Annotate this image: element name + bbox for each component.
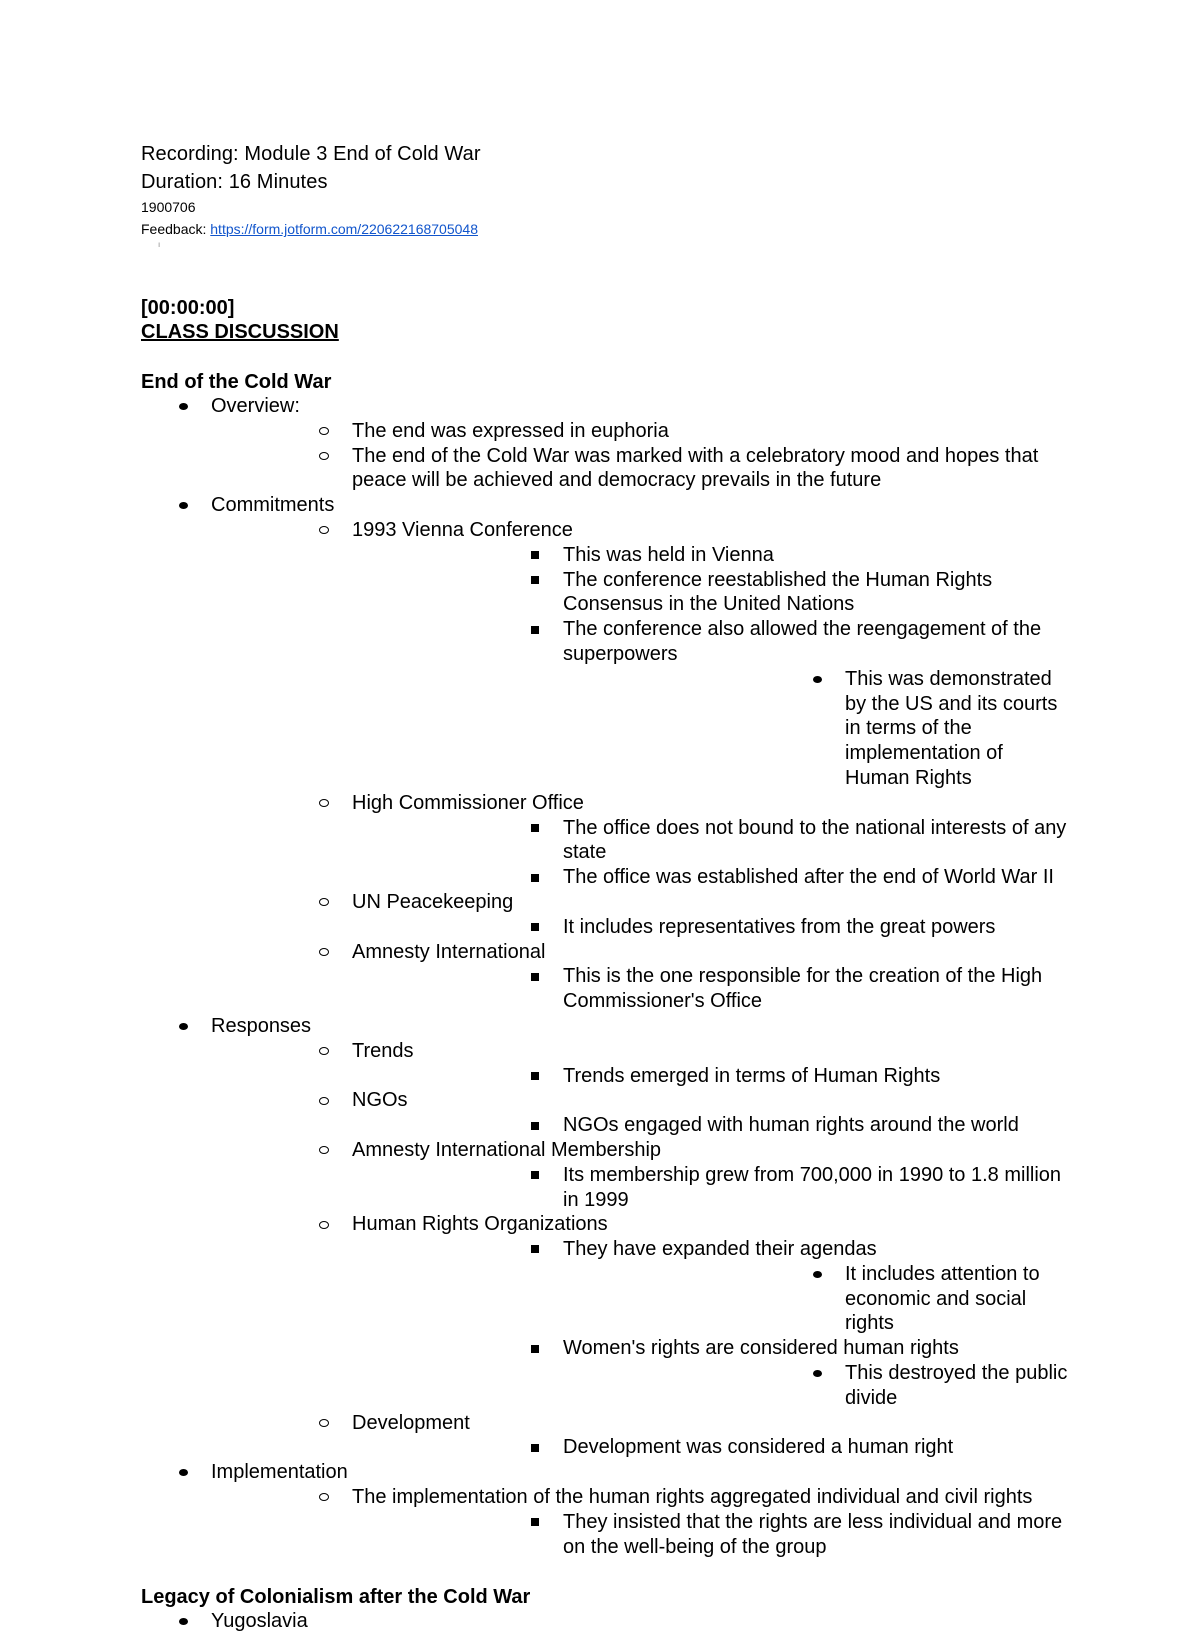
bullet-circle-icon	[317, 791, 331, 816]
list-item-text: NGOs	[352, 1089, 408, 1112]
bullet-square-icon	[528, 1064, 542, 1089]
section-spacer	[141, 344, 1071, 370]
outline-level-3	[352, 915, 1071, 940]
list-item	[352, 1163, 1071, 1213]
list-item	[352, 543, 1071, 568]
bullet-square-icon	[528, 1510, 542, 1535]
bullet-dot-icon	[176, 1460, 190, 1485]
bullet-circle-icon	[317, 1485, 331, 1510]
outline-level-3	[352, 1237, 1071, 1411]
list-item-text: They insisted that the rights are less individual and more on the well-being of the group	[563, 1510, 1063, 1558]
outline-level-2	[211, 1485, 1071, 1559]
list-item	[352, 617, 1071, 791]
list-item-text: This destroyed the public divide	[845, 1362, 1068, 1409]
outline-level-4	[563, 1262, 1071, 1336]
list-item-text: Amnesty International	[352, 940, 546, 963]
class-discussion-heading: CLASS DISCUSSION	[141, 321, 339, 343]
list-item-text: Development	[352, 1411, 470, 1434]
list-item-text: High Commissioner Office	[352, 791, 584, 814]
list-item-text: Its membership grew from 700,000 in 1990 to 1.8 million in 1999	[563, 1163, 1062, 1211]
outline-level-3	[352, 1064, 1071, 1089]
stray-mark: ı	[158, 240, 161, 249]
outline-level-3	[352, 1113, 1071, 1138]
document-page	[141, 140, 1071, 1634]
bullet-square-icon	[528, 1435, 542, 1460]
list-item	[211, 1411, 1071, 1461]
list-item	[211, 1138, 1071, 1212]
list-item-text: This was demonstrated by the US and its courts in terms of the implementation of Human Rights	[845, 667, 1058, 789]
bullet-dot-icon	[176, 1609, 190, 1634]
bullet-square-icon	[528, 1163, 542, 1188]
list-item-text: It includes attention to economic and social rights	[845, 1262, 1040, 1335]
bullet-dot-icon	[810, 667, 824, 692]
list-item-text: The implementation of the human rights aggregated individual and civil rights	[352, 1486, 1033, 1509]
list-item	[211, 1039, 1071, 1089]
bullet-circle-icon	[317, 1212, 331, 1237]
list-item-text: They have expanded their agendas	[563, 1238, 877, 1261]
section-spacer	[141, 1559, 1071, 1585]
list-item-text: Trends emerged in terms of Human Rights	[563, 1064, 941, 1087]
timestamp: [00:00:00]	[141, 297, 235, 319]
outline-level-1	[141, 394, 1071, 1559]
list-item-text: This is the one responsible for the creation of the High Commissioner's Office	[563, 965, 1043, 1013]
outline-level-4	[563, 1361, 1071, 1411]
list-item	[141, 394, 1071, 493]
list-item	[352, 1336, 1071, 1410]
list-item-text: Commitments	[211, 494, 335, 517]
feedback-line	[141, 218, 1071, 240]
list-item-text: UN Peacekeeping	[352, 890, 514, 913]
list-item-text: Trends	[352, 1039, 414, 1062]
bullet-circle-icon	[317, 444, 331, 469]
outline-level-1	[141, 1609, 1071, 1634]
list-item	[141, 493, 1071, 1014]
list-item-text: Overview:	[211, 395, 300, 417]
feedback-label: Feedback:	[141, 221, 211, 237]
list-item	[211, 518, 1071, 791]
list-item	[352, 1113, 1071, 1138]
list-item	[352, 568, 1071, 618]
list-item	[352, 865, 1071, 890]
list-item	[563, 1262, 1071, 1336]
duration-text: Duration: 16 Minutes	[141, 171, 328, 193]
list-item-text: Yugoslavia	[211, 1610, 308, 1633]
list-item-text: It includes representatives from the great powers	[563, 915, 996, 938]
list-item	[563, 1361, 1071, 1411]
outline-level-3	[352, 543, 1071, 791]
list-item-text: Amnesty International Membership	[352, 1138, 662, 1161]
bullet-circle-icon	[317, 1039, 331, 1064]
bullet-dot-icon	[176, 493, 190, 518]
bullet-square-icon	[528, 543, 542, 568]
outline-level-3	[352, 964, 1071, 1014]
section-heading: End of the Cold War	[141, 371, 332, 393]
list-item	[211, 1212, 1071, 1410]
outline-level-3	[352, 1435, 1071, 1460]
list-item	[211, 791, 1071, 890]
list-item-text: NGOs engaged with human rights around the world	[563, 1114, 1019, 1137]
outline-level-3	[352, 1163, 1071, 1213]
list-item	[211, 1485, 1071, 1559]
list-item	[211, 890, 1071, 940]
list-item	[211, 940, 1071, 1014]
outline-level-3	[352, 1510, 1071, 1560]
bullet-square-icon	[528, 964, 542, 989]
list-item-text: The office was established after the end of World War II	[563, 866, 1054, 889]
bullet-circle-icon	[317, 1088, 331, 1113]
list-item	[352, 964, 1071, 1014]
list-item	[211, 444, 1071, 494]
list-item-text: The end of the Cold War was marked with a celebratory mood and hopes that peace will be achieved and democracy prevails in the future	[352, 444, 1039, 492]
bullet-circle-icon	[317, 518, 331, 543]
bullet-square-icon	[528, 1336, 542, 1361]
bullet-square-icon	[528, 1237, 542, 1262]
outline-level-2	[211, 1039, 1071, 1461]
bullet-circle-icon	[317, 419, 331, 444]
list-item	[141, 1609, 1071, 1634]
outline-level-2	[211, 419, 1071, 493]
outline-level-3	[352, 816, 1071, 890]
bullet-square-icon	[528, 816, 542, 841]
list-item-text: The conference also allowed the reengagement of the superpowers	[563, 618, 1042, 665]
list-item	[141, 1460, 1071, 1559]
outline-level-4	[563, 667, 1071, 791]
list-item	[141, 1014, 1071, 1460]
feedback-link[interactable]: https://form.jotform.com/220622168705048	[210, 221, 478, 237]
list-item	[211, 1088, 1071, 1138]
list-item	[211, 419, 1071, 444]
list-item	[352, 816, 1071, 866]
list-item-text: 1993 Vienna Conference	[352, 518, 573, 541]
bullet-circle-icon	[317, 940, 331, 965]
list-item-text: Development was considered a human right	[563, 1436, 954, 1459]
section-heading: Legacy of Colonialism after the Cold War	[141, 1586, 531, 1609]
bullet-dot-icon	[810, 1262, 824, 1287]
bullet-square-icon	[528, 865, 542, 890]
list-item-text: Women's rights are considered human rights	[563, 1337, 959, 1360]
notes-outline	[141, 370, 1071, 1634]
list-item	[352, 1435, 1071, 1460]
bullet-circle-icon	[317, 890, 331, 915]
list-item-text: Implementation	[211, 1461, 348, 1484]
list-item-text: This was held in Vienna	[563, 543, 774, 566]
list-item-text: The office does not bound to the national interests of any state	[563, 816, 1067, 864]
list-item	[352, 1237, 1071, 1336]
recording-id: 1900706	[141, 199, 196, 215]
bullet-square-icon	[528, 1113, 542, 1138]
list-item	[352, 1510, 1071, 1560]
bullet-dot-icon	[176, 394, 190, 419]
bullet-dot-icon	[176, 1014, 190, 1039]
list-item	[563, 667, 1071, 791]
bullet-circle-icon	[317, 1138, 331, 1163]
bullet-dot-icon	[810, 1361, 824, 1386]
outline-level-2	[211, 518, 1071, 1014]
list-item	[352, 1064, 1071, 1089]
list-item-text: Human Rights Organizations	[352, 1213, 608, 1236]
bullet-circle-icon	[317, 1411, 331, 1436]
bullet-square-icon	[528, 568, 542, 593]
recording-title: Recording: Module 3 End of Cold War	[141, 143, 481, 165]
list-item-text: The end was expressed in euphoria	[352, 419, 669, 442]
list-item	[352, 915, 1071, 940]
list-item-text: The conference reestablished the Human Rights Consensus in the United Nations	[563, 568, 993, 616]
bullet-square-icon	[528, 915, 542, 940]
list-item-text: Responses	[211, 1014, 312, 1037]
bullet-square-icon	[528, 617, 542, 642]
